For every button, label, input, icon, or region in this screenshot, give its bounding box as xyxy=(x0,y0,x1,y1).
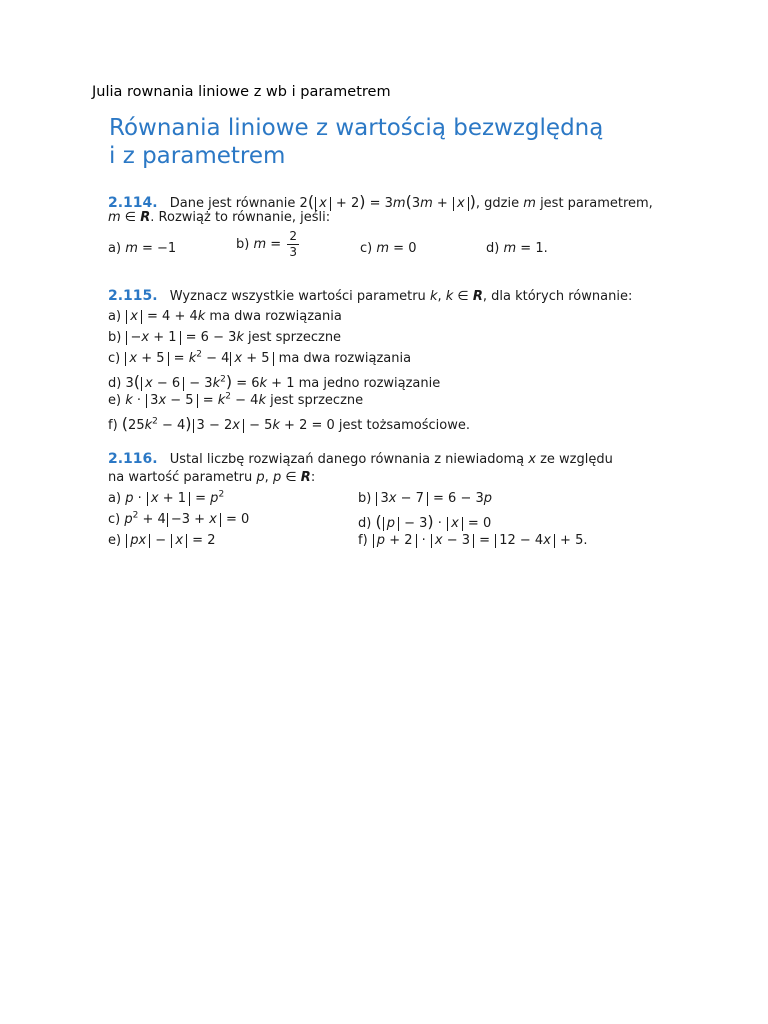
exercise-116-part-a: a) $p \cdot x + 1 = p^2$ xyxy=(108,489,225,506)
exercise-115-part-f: f) $(25k^2 - 4) 3 - 2x - 5k + 2 = 0$ jest tożsamościowe. xyxy=(108,414,471,433)
exercise-115-number: 2.115. xyxy=(108,288,158,304)
exercise-114-line-1: 2.114. Dane jest równanie 2( x + 2) = 3m(3m + x ), gdzie m jest parametrem, xyxy=(108,192,653,211)
exercise-114-part-c: c) m = 0 xyxy=(360,241,417,256)
exercise-114-part-a: a) m = −1 xyxy=(108,241,177,256)
exercise-115-part-e: e) $k \cdot 3x - 5 = k^2 - 4k$ jest sprzeczne xyxy=(108,391,364,408)
section-heading-line-2: i z parametrem xyxy=(109,143,286,169)
fraction-two-thirds: $\frac{2}{3}$ xyxy=(289,229,297,259)
exercise-116-line-1: 2.116. Ustal liczbę rozwiązań danego równania z niewiadomą x ze względu xyxy=(108,451,613,467)
exercise-114-part-d: d) m = 1. xyxy=(486,241,548,256)
exercise-116-part-f: f) p + 2 · x − 3 = 12 − 4x + 5. xyxy=(358,533,588,548)
exercise-115-part-a: a) x = 4 + 4k ma dwa rozwiązania xyxy=(108,309,342,324)
section-heading-line-1: Równania liniowe z wartością bezwzględną xyxy=(109,115,604,141)
exercise-115-part-d: d) 3( $x - 6 - 3k^2) = 6k + 1$ ma jedno rozwiązanie xyxy=(108,372,441,391)
exercise-114-part-b: b) m = $\frac{2}{3}$ xyxy=(236,229,297,259)
exercise-116-part-e: e) px − x = 2 xyxy=(108,533,216,548)
section-heading xyxy=(109,114,603,170)
exercise-114-line-2: m ∈ R. Rozwiąż to równanie, jeśli: xyxy=(108,210,331,225)
document-title: Julia rownania liniowe z wb i parametrem xyxy=(92,84,391,100)
exercise-116-number: 2.116. xyxy=(108,451,158,467)
exercise-115-part-c: c) $x + 5 = k^2 - 4$ x + 5 ma dwa rozwiązania xyxy=(108,349,412,366)
exercise-115-part-b: b) −x + 1 = 6 − 3k jest sprzeczne xyxy=(108,330,342,345)
exercise-116-part-c: c) $p^2 + 4 -3 + x = 0$ xyxy=(108,510,250,527)
exercise-116-part-b: b) 3x − 7 = 6 − 3p xyxy=(358,491,493,506)
exercise-115-line-1: 2.115. Wyznacz wszystkie wartości parametru k, k ∈ R, dla których równanie: xyxy=(108,288,633,304)
exercise-116-part-d: d) ( p − 3) · x = 0 xyxy=(358,512,492,531)
exercise-114-number: 2.114. xyxy=(108,195,158,211)
textbook-scan xyxy=(100,108,653,558)
exercise-116-line-2: na wartość parametru p, p ∈ R: xyxy=(108,470,316,485)
